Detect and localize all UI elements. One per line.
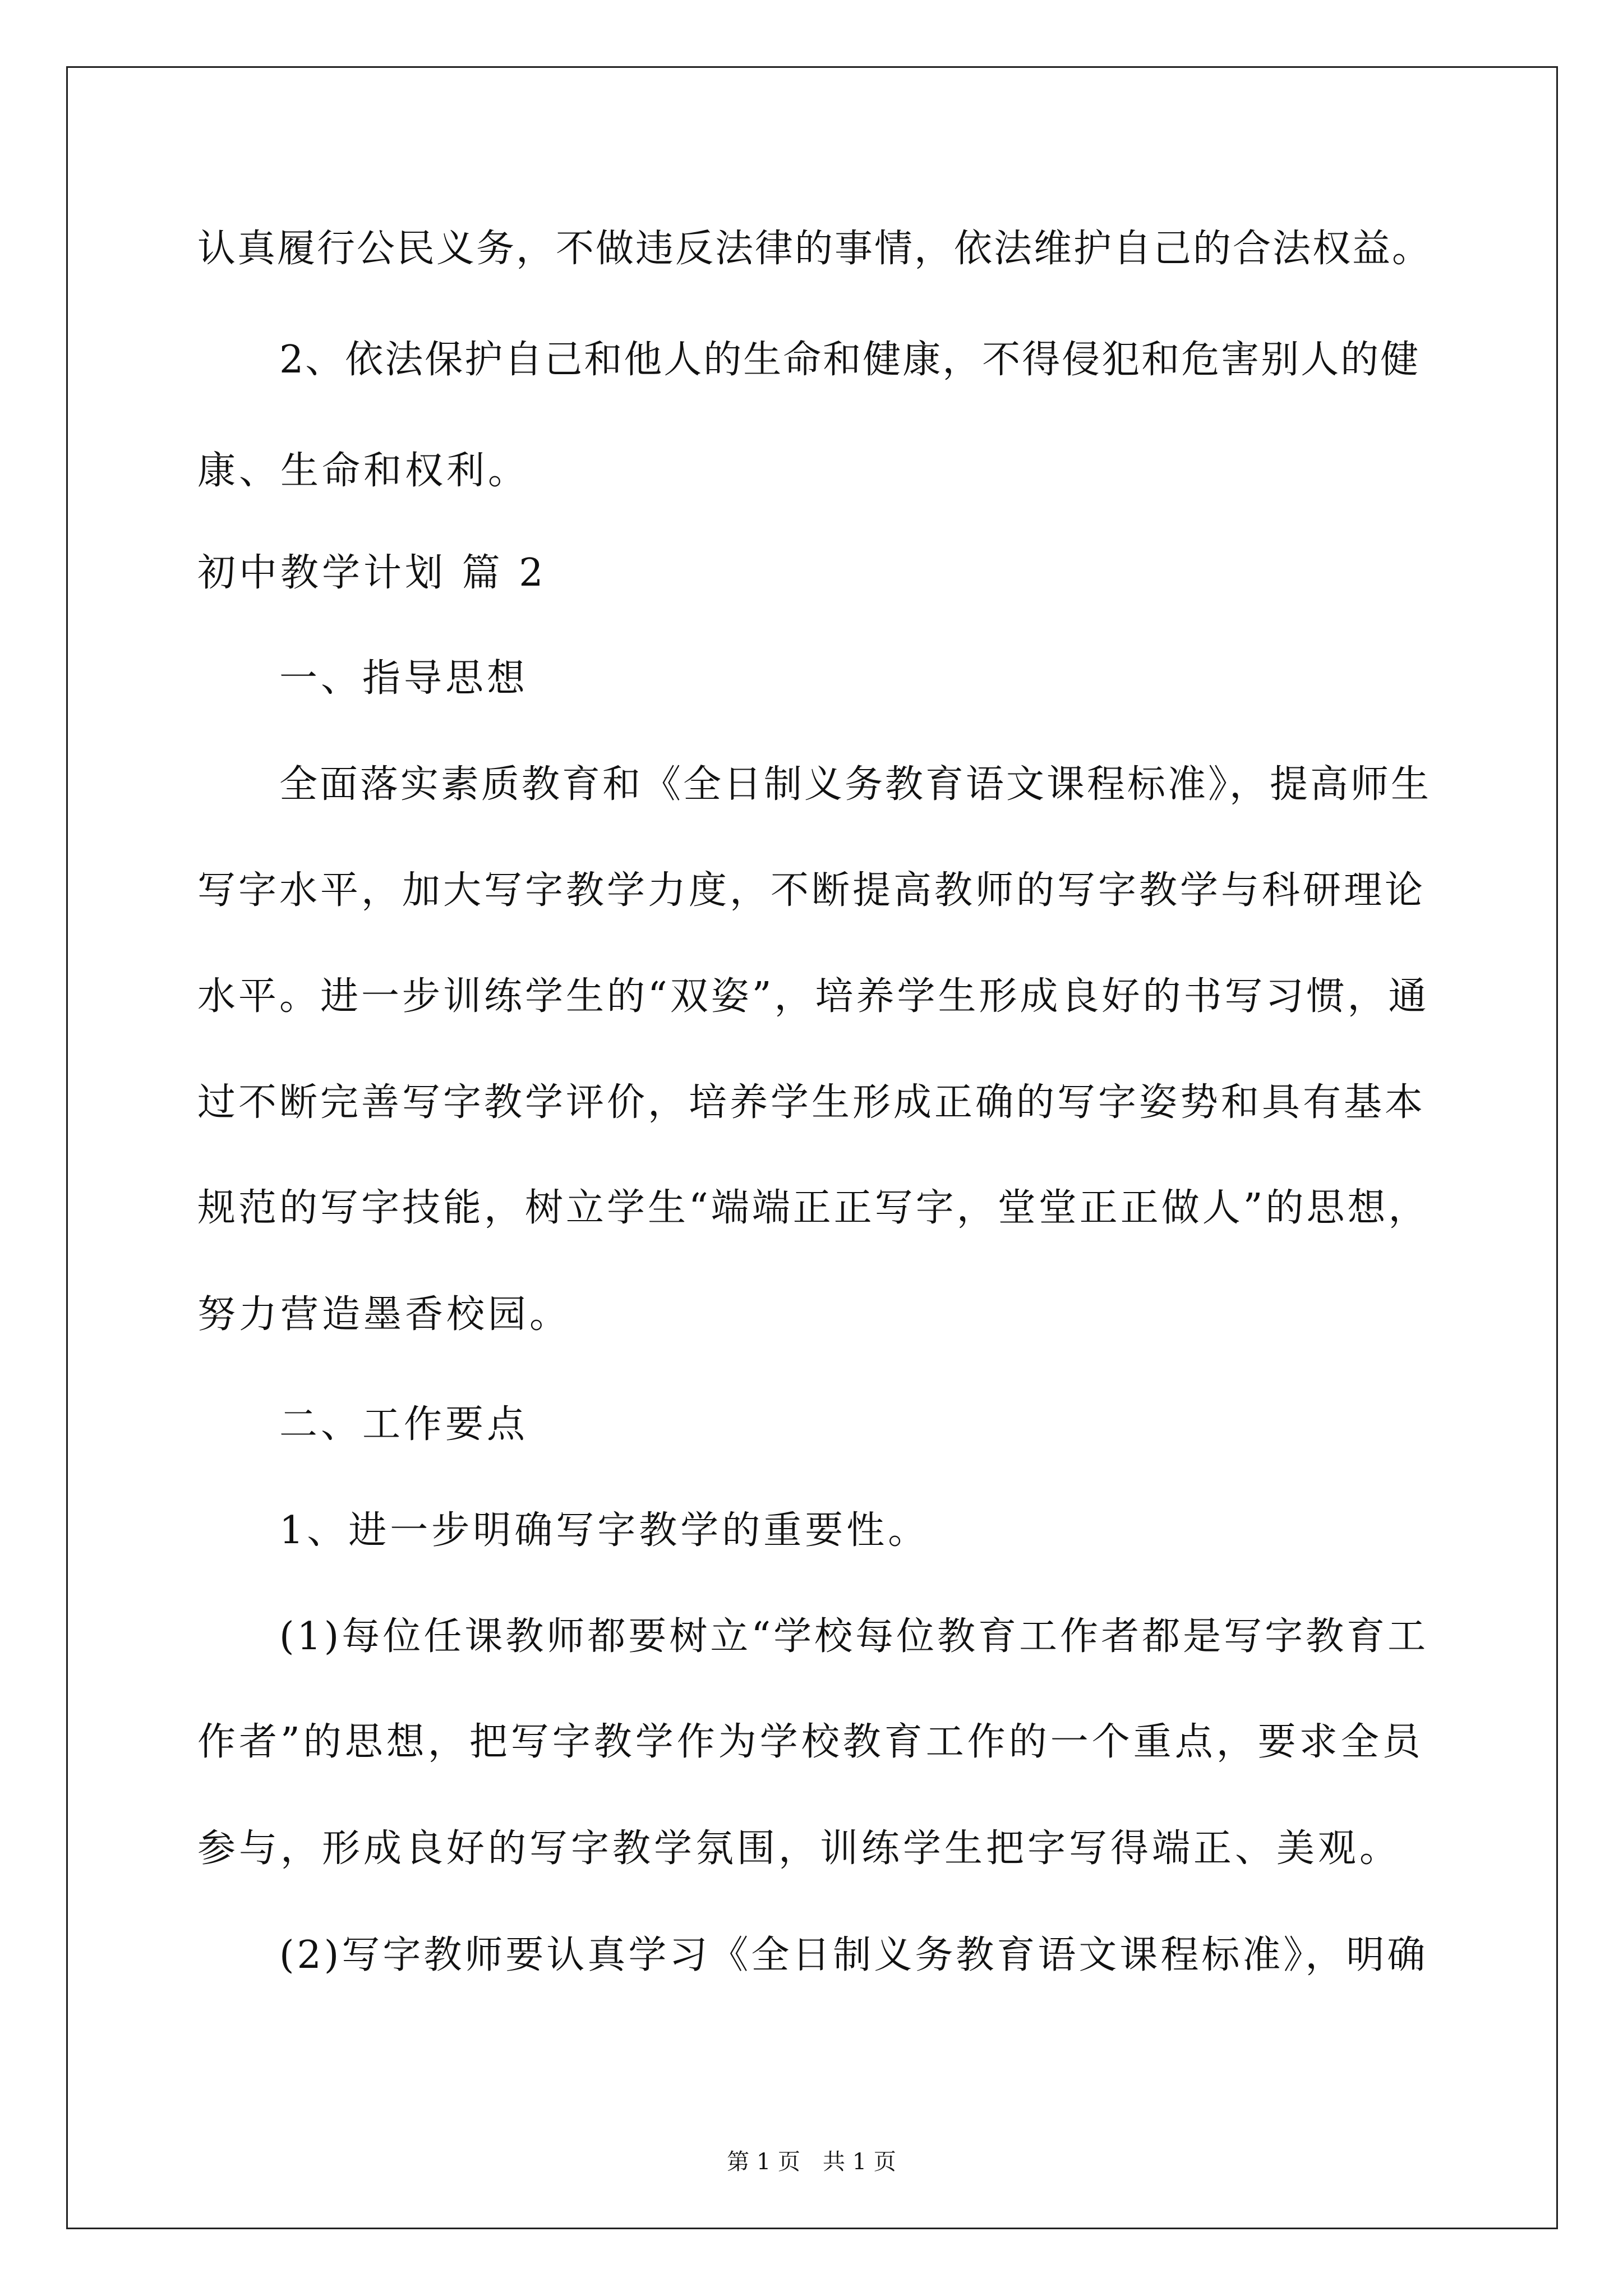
text-line: 过不断完善写字教学评价，培养学生形成正确的写字姿势和具有基本: [197, 1080, 1426, 1125]
text-line: 全面落实素质教育和《全日制义务教育语文课程标准》，提高师生: [279, 762, 1432, 807]
subheading: 二、工作要点: [279, 1402, 529, 1447]
text-line: (1)每位任课教师都要树立“学校每位教育工作者都是写字教育工: [279, 1614, 1429, 1659]
subheading: 一、指导思想: [279, 656, 529, 701]
text-line: (2)写字教师要认真学习《全日制义务教育语文课程标准》，明确: [279, 1933, 1428, 1977]
text-line: 写字水平，加大写字教学力度，不断提高教师的写字教学与科研理论: [197, 868, 1426, 913]
text-line: 水平。进一步训练学生的“双姿”，培养学生形成良好的书写习惯，通: [197, 974, 1430, 1019]
text-line: 作者”的思想，把写字教学作为学校教育工作的一个重点，要求全员: [197, 1720, 1424, 1764]
text-line: 康、生命和权利。: [197, 449, 530, 493]
text-line: 参与，形成良好的写字教学氛围，训练学生把字写得端正、美观。: [197, 1826, 1401, 1871]
text-line: 1、进一步明确写字教学的重要性。: [279, 1508, 930, 1553]
text-line: 2、依法保护自己和他人的生命和健康，不得侵犯和危害别人的健: [279, 338, 1421, 382]
section-heading: 初中教学计划 篇 2: [197, 551, 547, 595]
text-line: 努力营造墨香校园。: [197, 1292, 571, 1337]
text-line: 规范的写字技能，树立学生“端端正正写字，堂堂正正做人”的思想，: [197, 1186, 1430, 1230]
page-number-footer: 第 1 页 共 1 页: [727, 2149, 896, 2175]
page-border: [66, 66, 1558, 2229]
text-line: 认真履行公民义务，不做违反法律的事情，依法维护自己的合法权益。: [197, 227, 1432, 271]
